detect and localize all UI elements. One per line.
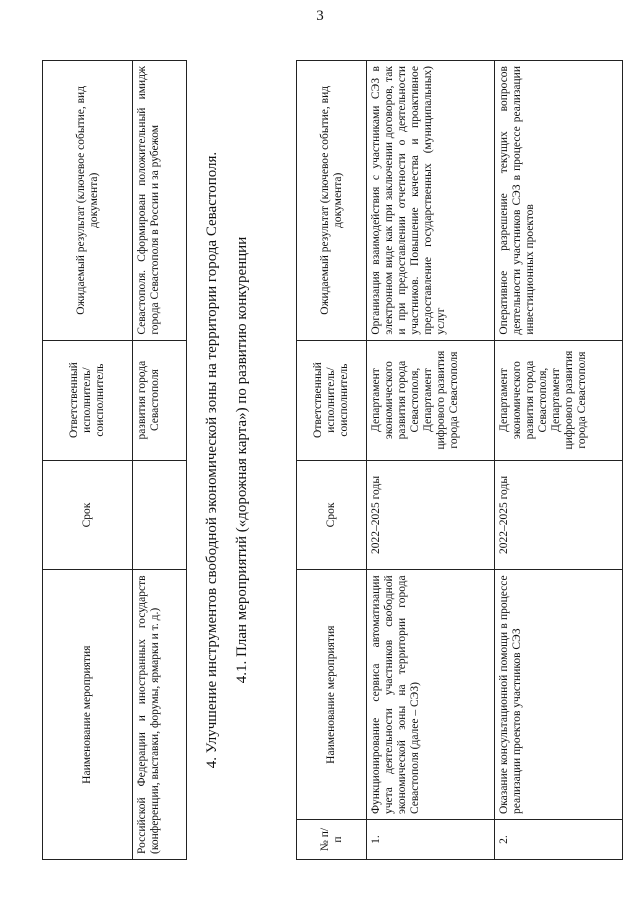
cell-term bbox=[133, 460, 187, 570]
plan-table bbox=[296, 60, 623, 860]
cell-num: 2. bbox=[495, 820, 623, 860]
header-result: Ожидаемый результат (ключевое событие, вид документа) bbox=[297, 61, 367, 341]
cell-name: Функционирование сервиса автоматизации учета деятельности участников свободной экономической зоны на территории города Севастополя (далее – СЭЗ) bbox=[367, 570, 495, 820]
cell-name: Оказание консультационной помощи в процессе реализации проектов участников СЭЗ bbox=[495, 570, 623, 820]
subsection-heading: 4.1. План мероприятий («дорожная карта») по развитию конкуренции bbox=[234, 236, 250, 684]
table-row bbox=[495, 61, 623, 860]
cell-responsible: развития города Севастополя bbox=[133, 340, 187, 460]
header-num: № п/п bbox=[297, 820, 367, 860]
rotated-content bbox=[0, 40, 640, 900]
cell-term: 2022–2025 годы bbox=[495, 460, 623, 570]
header-responsible: Ответственный исполнитель/ соисполнитель bbox=[297, 340, 367, 460]
cell-result: Севастополя. Сформирован положительный имидж города Севастополя в России и за рубежом bbox=[133, 61, 187, 341]
cell-term: 2022–2025 годы bbox=[367, 460, 495, 570]
section-heading: 4. Улучшение инструментов свободной экономической зоны на территории города Севастополя. bbox=[204, 151, 220, 769]
cell-num: 1. bbox=[367, 820, 495, 860]
table-row bbox=[367, 61, 495, 860]
continued-table bbox=[42, 60, 187, 860]
cell-name: Российской Федерации и иностранных государств (конференции, выставки, форумы, ярмарки и т. д.) bbox=[133, 570, 187, 860]
header-term: Срок bbox=[297, 460, 367, 570]
header-term: Срок bbox=[43, 460, 133, 570]
table-row bbox=[133, 61, 187, 860]
page-number: 3 bbox=[316, 8, 324, 24]
header-name: Наименование мероприятия bbox=[297, 570, 367, 820]
cell-responsible: Департамент экономического развития города Севастополя, Департамент цифрового развития города Севастополя bbox=[367, 340, 495, 460]
header-responsible: Ответственный исполнитель/ соисполнитель bbox=[43, 340, 133, 460]
header-name: Наименование мероприятия bbox=[43, 570, 133, 860]
cell-result: Организация взаимодействия с участниками СЭЗ в электронном виде как при заключении договоров, так и при предоставлении отчетности о деятельности участников. Повышение качества и проактивное предоставление государственных (муниципальных) услуг bbox=[367, 61, 495, 341]
plan-table-header bbox=[297, 61, 367, 860]
cell-result: Оперативное разрешение текущих вопросов деятельности участников СЭЗ в процессе реализации инвестиционных проектов bbox=[495, 61, 623, 341]
cell-responsible: Департамент экономического развития города Севастополя, Департамент цифрового развития города Севастополя bbox=[495, 340, 623, 460]
header-result: Ожидаемый результат (ключевое событие, вид документа) bbox=[43, 61, 133, 341]
continued-table-header bbox=[43, 61, 133, 860]
